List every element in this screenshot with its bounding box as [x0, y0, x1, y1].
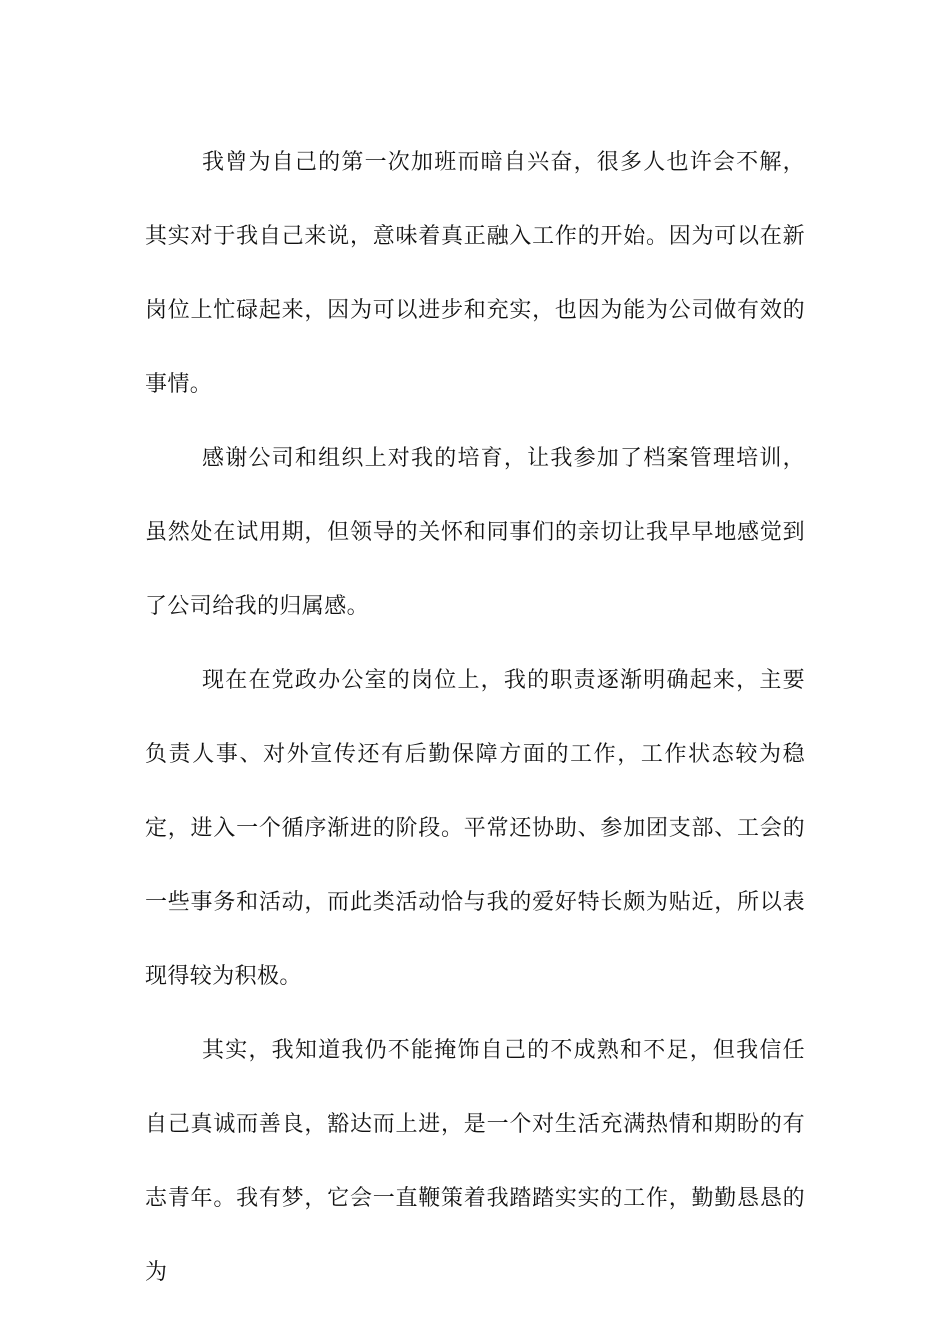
paragraph-overtime: 我曾为自己的第一次加班而暗自兴奋，很多人也许会不解，其实对于我自己来说，意味着真正融入工作的开始。因为可以在新岗位上忙碌起来，因为可以进步和充实，也因为能为公司做有效的事情。 — [145, 150, 805, 397]
paragraph-self-reflection: 其实，我知道我仍不能掩饰自己的不成熟和不足，但我信任自己真诚而善良，豁达而上进，是一个对生活充满热情和期盼的有志青年。我有梦，它会一直鞭策着我踏踏实实的工作，勤勤恳恳的为 — [145, 1038, 805, 1285]
paragraph-current-role: 现在在党政办公室的岗位上，我的职责逐渐明确起来，主要负责人事、对外宣传还有后勤保障方面的工作，工作状态较为稳定，进入一个循序渐进的阶段。平常还协助、参加团支部、工会的一些事务和活动，而此类活动恰与我的爱好特长颇为贴近，所以表现得较为积极。 — [145, 668, 805, 989]
paragraph-gratitude: 感谢公司和组织上对我的培育，让我参加了档案管理培训，虽然处在试用期，但领导的关怀和同事们的亲切让我早早地感觉到了公司给我的归属感。 — [145, 446, 805, 619]
document-body — [145, 126, 805, 1310]
